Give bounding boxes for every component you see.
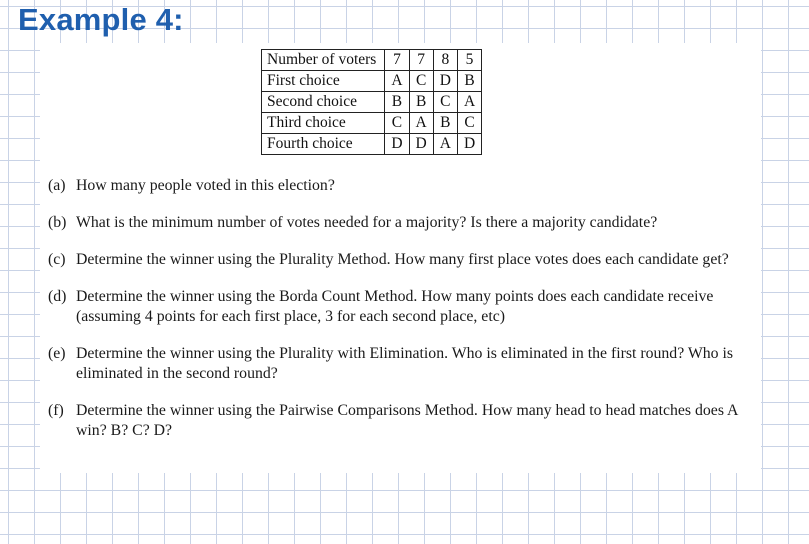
question-text: What is the minimum number of votes needed for a majority? Is there a majority candidate? — [76, 214, 658, 231]
table-cell: D — [457, 134, 481, 155]
question-text: Determine the winner using the Plurality with Elimination. Who is eliminated in the first round? Who is eliminated in the second round? — [76, 345, 734, 382]
problem-card — [40, 43, 761, 473]
question-text: Determine the winner using the Plurality Method. How many first place votes does each candidate get? — [76, 251, 729, 268]
table-cell: C — [457, 113, 481, 134]
row-label: Second choice — [262, 92, 385, 113]
table-cell: 5 — [457, 50, 481, 71]
question-f — [48, 401, 760, 441]
question-label: (c) — [48, 251, 66, 268]
question-label: (f) — [48, 402, 64, 419]
table-cell: B — [385, 92, 409, 113]
question-b — [48, 213, 760, 233]
question-list — [48, 176, 760, 441]
table-row — [262, 113, 482, 134]
question-d — [48, 287, 760, 327]
row-label: Third choice — [262, 113, 385, 134]
table-cell: D — [385, 134, 409, 155]
row-label: Fourth choice — [262, 134, 385, 155]
preference-table — [261, 49, 482, 155]
table-cell: B — [409, 92, 433, 113]
table-cell: B — [433, 113, 457, 134]
table-cell: C — [409, 71, 433, 92]
table-cell: 7 — [409, 50, 433, 71]
question-a — [48, 176, 760, 196]
row-label: First choice — [262, 71, 385, 92]
question-text: Determine the winner using the Pairwise Comparisons Method. How many head to head matches does A win? B? C? D? — [76, 402, 738, 439]
question-text: How many people voted in this election? — [76, 177, 335, 194]
table-cell: C — [433, 92, 457, 113]
table-row — [262, 134, 482, 155]
table-cell: D — [409, 134, 433, 155]
table-row — [262, 71, 482, 92]
question-c — [48, 250, 760, 270]
question-label: (a) — [48, 177, 66, 194]
table-row — [262, 92, 482, 113]
page-title: Example 4: — [18, 2, 184, 37]
table-cell: 7 — [385, 50, 409, 71]
table-cell: C — [385, 113, 409, 134]
table-cell: A — [457, 92, 481, 113]
table-cell: D — [433, 71, 457, 92]
question-text: Determine the winner using the Borda Count Method. How many points does each candidate receive (assuming 4 points for each first place, 3 for each second place, etc) — [76, 288, 714, 325]
question-label: (b) — [48, 214, 67, 231]
question-e — [48, 344, 760, 384]
table-cell: B — [457, 71, 481, 92]
question-label: (d) — [48, 288, 67, 305]
table-cell: A — [385, 71, 409, 92]
table-cell: 8 — [433, 50, 457, 71]
table-cell: A — [409, 113, 433, 134]
row-label: Number of voters — [262, 50, 385, 71]
question-label: (e) — [48, 345, 66, 362]
table-row — [262, 50, 482, 71]
table-cell: A — [433, 134, 457, 155]
